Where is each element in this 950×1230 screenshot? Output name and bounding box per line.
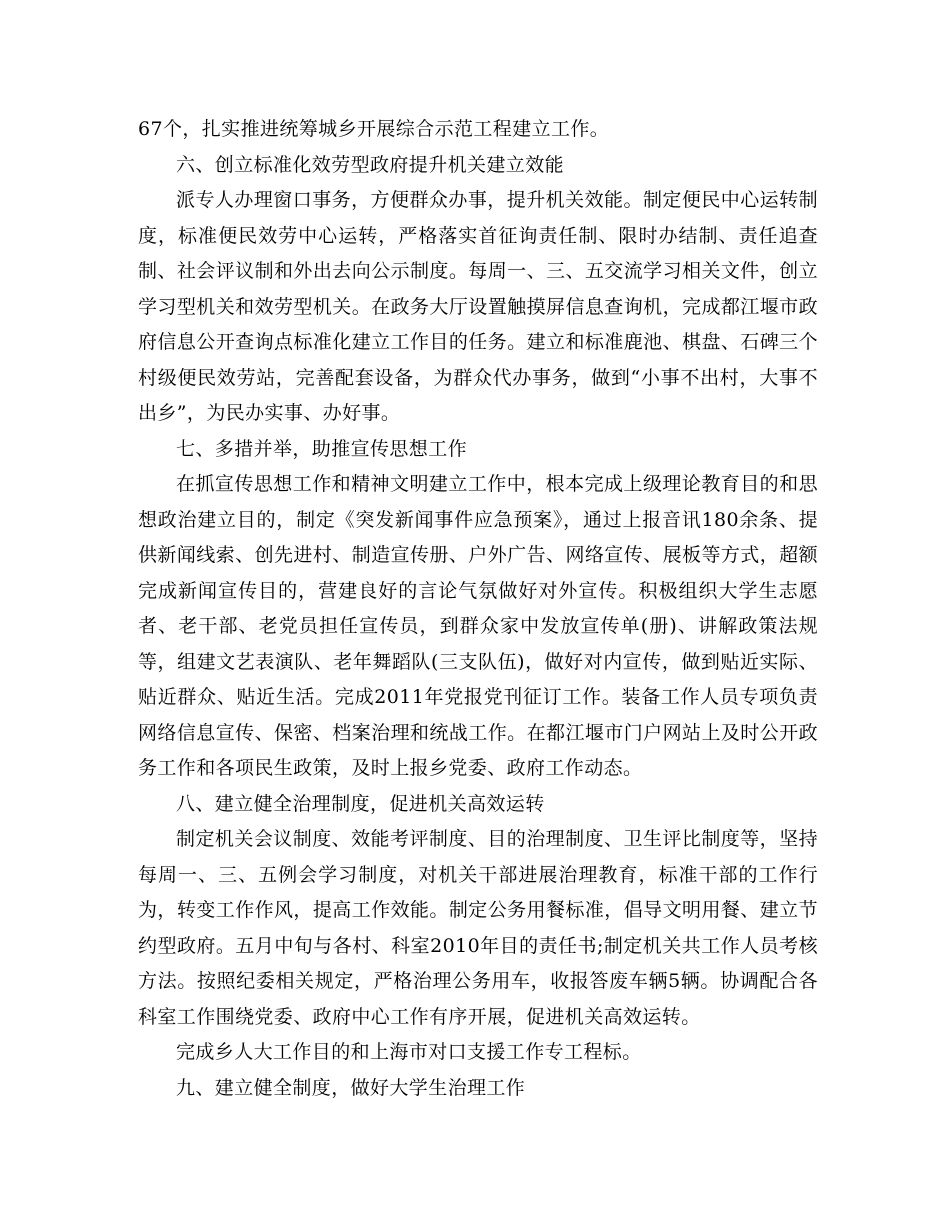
section-heading-6: 六、创立标准化效劳型政府提升机关建立效能: [176, 153, 565, 176]
paragraph-section-7: 在抓宣传思想工作和精神文明建立工作中，根本完成上级理论教育目的和思想政治建立目的，制定《突发新闻事件应急预案》，通过上报音讯180余条、提供新闻线索、创先进村、制造宣传册、户外广告、网络宣传、展板等方式，超额完成新闻宣传目的，营建良好的言论气氛做好对外宣传。积极组织大学生志愿者、老干部、老党员担任宣传员，到群众家中发放宣传单(册)、讲解政策法规等，组建文艺表演队、老年舞蹈队(三支队伍)，做好对内宣传，做到贴近实际、贴近群众、贴近生活。完成2011年党报党刊征订工作。装备工作人员专项负责网络信息宣传、保密、档案治理和统战工作。在都江堰市门户网站上及时公开政务工作和各项民生政策，及时上报乡党委、政府工作动态。: [138, 473, 818, 779]
section-heading-9: 九、建立健全制度，做好大学生治理工作: [176, 1076, 526, 1099]
paragraph-section-8: 制定机关会议制度、效能考评制度、目的治理制度、卫生评比制度等，坚持每周一、三、五例会学习制度，对机关干部进展治理教育，标准干部的工作行为，转变工作作风，提高工作效能。制定公务用餐标准，倡导文明用餐、建立节约型政府。五月中旬与各村、科室2010年目的责任书;制定机关共工作人员考核方法。按照纪委相关规定，严格治理公务用车，收报答废车辆5辆。协调配合各科室工作围绕党委、政府中心工作有序开展，促进机关高效运转。: [138, 828, 818, 1028]
section-heading-7: 七、多措并举，助推宣传思想工作: [176, 437, 468, 460]
section-heading-8: 八、建立健全治理制度，促进机关高效运转: [176, 792, 545, 815]
paragraph-section-6: 派专人办理窗口事务，方便群众办事，提升机关效能。制定便民中心运转制度，标准便民效劳中心运转，严格落实首征询责任制、限时办结制、责任追查制、社会评议制和外出去向公示制度。每周一、三、五交流学习相关文件，创立学习型机关和效劳型机关。在政务大厅设置触摸屏信息查询机，完成都江堰市政府信息公开查询点标准化建立工作目的任务。建立和标准鹿池、棋盘、石碑三个村级便民效劳站，完善配套设备，为群众代办事务，做到“小事不出村，大事不出乡”，为民办实事、办好事。: [138, 189, 818, 424]
document-body: [138, 112, 818, 1106]
paragraph-continuation: 67个，扎实推进统筹城乡开展综合示范工程建立工作。: [138, 118, 610, 140]
paragraph-section-8-note: 完成乡人大工作目的和上海市对口支援工作专工程标。: [176, 1041, 642, 1063]
